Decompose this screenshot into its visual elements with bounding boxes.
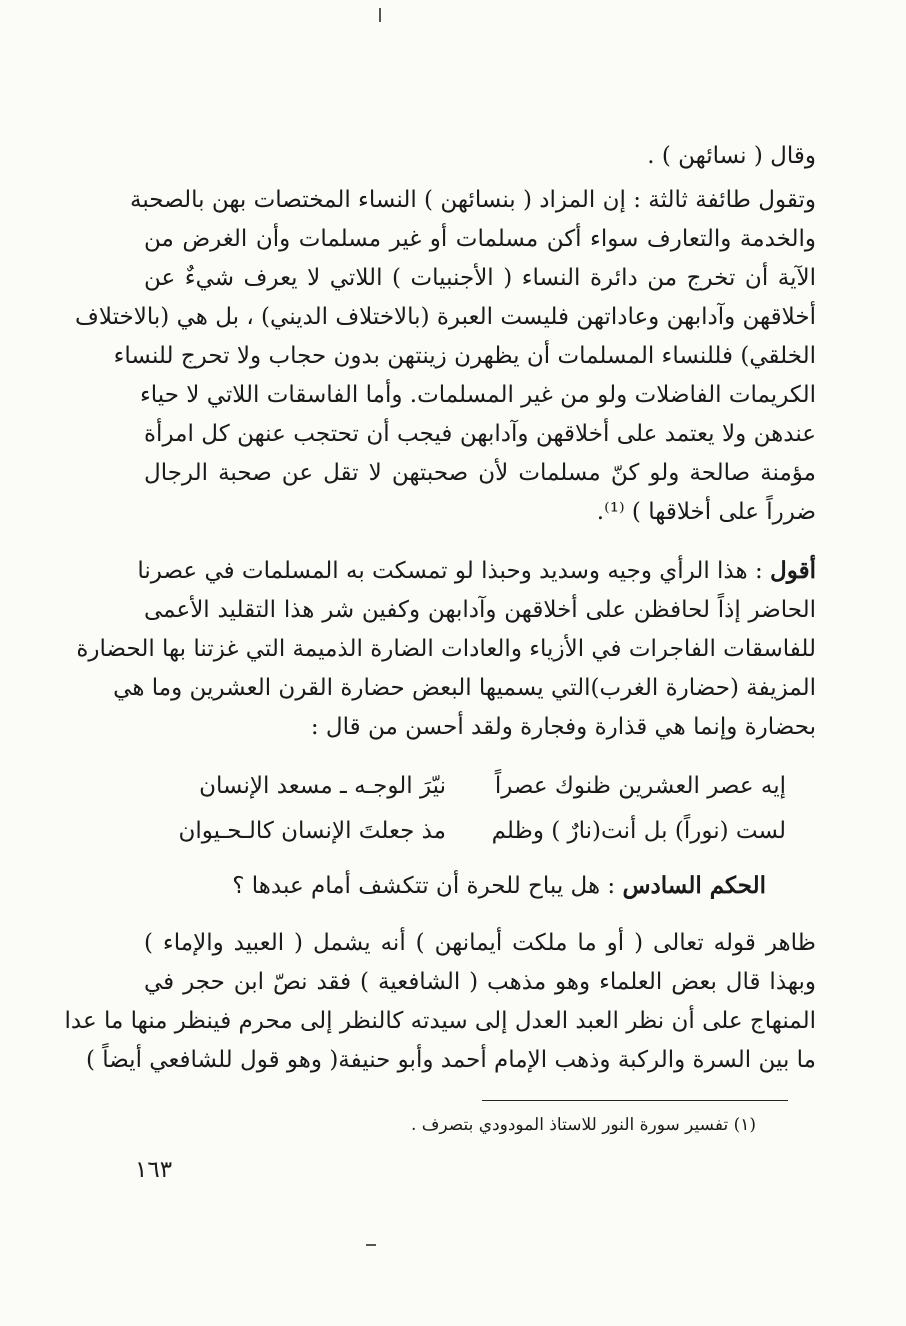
verse-hemistich-right: إيه عصر العشرين ظنوك عصراً	[494, 773, 786, 799]
section-question: : هل يباح للحرة أن تتكشف أمام عبدها ؟	[232, 873, 623, 899]
section-title: الحكم السادس	[622, 872, 766, 899]
text-line: الحاضر إذاً لحافظن على أخلاقهن وآدابهن وكفين شر هذا التقليد الأعمى	[144, 597, 816, 623]
paragraph-text: : هذا الرأي وجيه وسديد وحبذا لو تمسكت به المسلمات في عصرنا	[137, 558, 771, 584]
text-line: الآية أن تخرج من دائرة النساء ( الأجنبيات ) اللاتي لا يعرف شيءٌ عن	[144, 265, 816, 291]
text-line: الكريمات الفاضلات ولو من غير المسلمات. وأما الفاسقات اللاتي لا حياء	[139, 382, 816, 408]
text-line: المزيفة (حضارة الغرب)التي يسميها البعض حضارة القرن العشرين وما هي	[113, 675, 816, 701]
text-line: ما بين السرة والركبة وذهب الإمام أحمد وأبو حنيفة( وهو قول للشافعي أيضاً )	[85, 1047, 816, 1073]
footnote: (١) تفسير سورة النور للاستاذ المودودي بتصرف .	[410, 1115, 756, 1135]
text-line: وقال ( نسائهن ) .	[647, 143, 816, 169]
text-line: مؤمنة صالحة ولو كنّ مسلمات لأن صحبتهن لا تقل عن صحبة الرجال	[144, 460, 816, 486]
text-line: المنهاج على أن نظر العبد العدل إلى سيدته كالنظر إلى محرم فينظر منها ما عدا	[64, 1008, 816, 1034]
footnote-separator	[482, 1100, 788, 1101]
verse-hemistich-right: لست (نوراً) بل أنت(نارٌ ) وظلم	[491, 818, 786, 844]
text-line: وبهذا قال بعض العلماء وهو مذهب ( الشافعية ) فقد نصّ ابن حجر في	[144, 969, 816, 995]
scan-mark-bottom	[366, 1244, 376, 1246]
text-line: الخلقي) فللنساء المسلمات أن يظهرن زينتهن بدون حجاب ولا تحرج للنساء	[113, 343, 816, 369]
section-heading	[206, 866, 766, 906]
scan-mark-top	[379, 8, 381, 22]
verse-hemistich-left: مذ جعلتَ الإنسان كالـحـيوان	[178, 818, 446, 844]
text-line: عندهن ولا يعتمد على أخلاقهن وآدابهن فيجب أن تحتجب عنهن كل امرأة	[144, 421, 816, 447]
paragraph-lead: أقول	[770, 557, 816, 584]
text-line: بحضارة وإنما هي قذارة وفجارة ولقد أحسن من قال :	[310, 714, 816, 740]
text-line: ظاهر قوله تعالى ( أو ما ملكت أيمانهن ) أنه يشمل ( العبيد والإماء )	[144, 930, 816, 956]
text-line: للفاسقات الفاجرات في الأزياء والعادات الضارة الذميمة التي غزتنا بها الحضارة	[76, 636, 816, 662]
page-number: ١٦٣	[135, 1157, 173, 1183]
text-line: أخلاقهن وآدابهن وعاداتهن فليست العبرة (بالاختلاف الديني) ، بل هي (بالاختلاف	[75, 304, 816, 330]
text-line: وتقول طائفة ثالثة : إن المزاد ( بنسائهن ) النساء المختصات بهن بالصحبة	[130, 187, 816, 213]
text-line: ضرراً على أخلاقها ) ⁽¹⁾.	[596, 499, 816, 525]
text-line: والخدمة والتعارف سواء أكن مسلمات أو غير مسلمات وأن الغرض من	[144, 226, 816, 252]
text-line	[137, 551, 816, 591]
verse-hemistich-left: نيّرَ الوجـه ـ مسعد الإنسان	[199, 773, 446, 799]
